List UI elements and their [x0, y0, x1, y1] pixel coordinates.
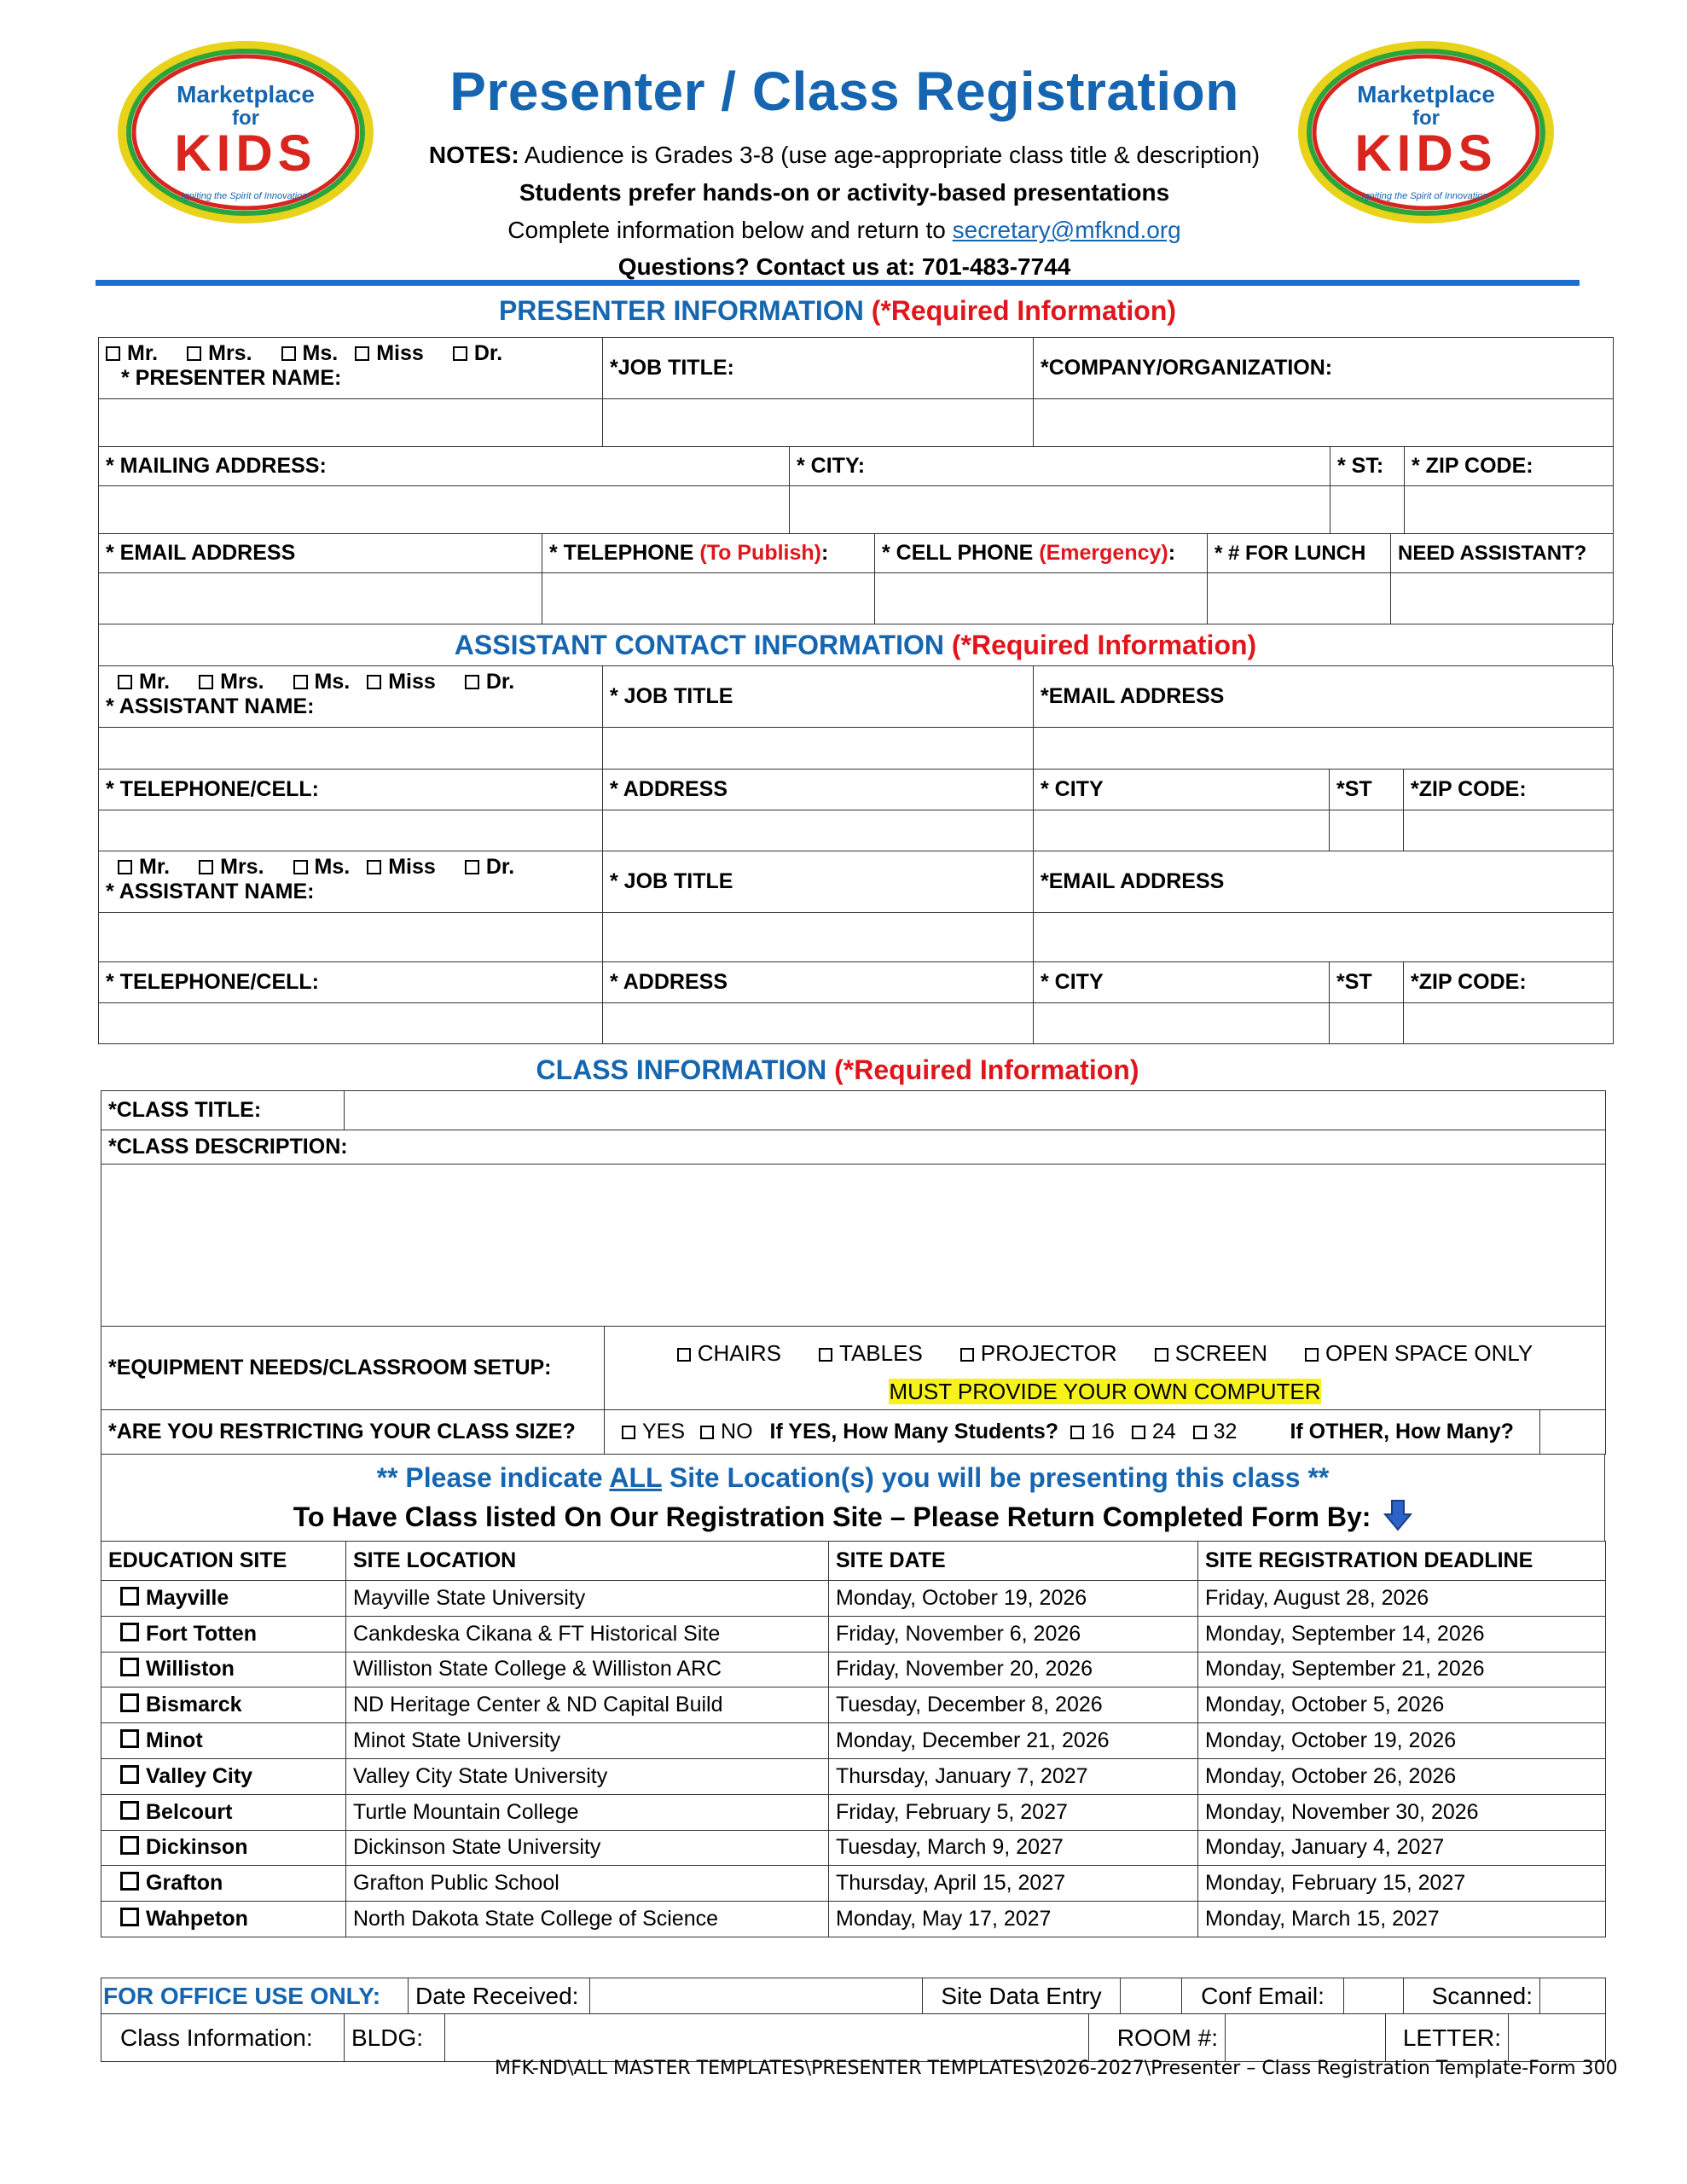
notes-label: NOTES:: [428, 142, 519, 168]
return-note-text: Complete information below and return to: [507, 217, 953, 243]
table-row: [101, 1652, 1606, 1687]
site-location: Turtle Mountain College: [346, 1794, 829, 1830]
secretary-email-link[interactable]: secretary@mfknd.org: [952, 217, 1181, 243]
telephone-field[interactable]: [542, 573, 875, 624]
indicate-all-text: ALL: [609, 1462, 662, 1493]
table-row: [101, 1866, 1606, 1902]
telephone-note: (To Publish): [699, 541, 821, 565]
page-title: Presenter / Class Registration: [449, 61, 1239, 122]
checkbox-icon[interactable]: [355, 346, 369, 361]
salutation-dr[interactable]: Dr.: [465, 855, 514, 879]
assistant-2-zip-label: *ZIP CODE:: [1404, 962, 1614, 1003]
room-label: ROOM #:: [1089, 2014, 1226, 2062]
svg-text:Marketplace: Marketplace: [1357, 81, 1495, 107]
checkbox-icon[interactable]: [700, 1426, 714, 1439]
checkbox-icon[interactable]: [622, 1426, 635, 1439]
assistant-2-job-title-label: * JOB TITLE: [603, 851, 1034, 913]
site-grafton[interactable]: Grafton: [101, 1866, 346, 1902]
assistant-2-zip-field[interactable]: [1404, 1003, 1614, 1044]
checkbox-icon[interactable]: [120, 1693, 139, 1712]
checkbox-icon[interactable]: [106, 346, 120, 361]
svg-text:for: for: [1412, 107, 1440, 130]
class-section-title: [96, 1054, 1580, 1086]
salutation-miss[interactable]: Miss: [355, 341, 424, 365]
assistant-1-email-field[interactable]: [1034, 728, 1614, 770]
salutation-ms[interactable]: Ms.: [293, 670, 351, 694]
state-field[interactable]: [1330, 486, 1405, 534]
svg-text:Marketplace: Marketplace: [177, 81, 315, 107]
site-date: Monday, May 17, 2027: [829, 1902, 1198, 1937]
class-info-label: Class Information:: [101, 2014, 345, 2062]
salutation-mrs[interactable]: Mrs.: [199, 855, 264, 879]
presenter-required-note: (*Required Information): [871, 295, 1177, 326]
site-location: Minot State University: [346, 1723, 829, 1759]
arrow-down-icon: [1383, 1499, 1412, 1531]
assistant-1-telephone-label: * TELEPHONE/CELL:: [99, 770, 603, 810]
scanned-field[interactable]: [1540, 1978, 1606, 2014]
office-use-label: FOR OFFICE USE ONLY:: [101, 1978, 409, 2014]
class-size-table: [101, 1409, 1606, 1455]
assistant-1-address-field[interactable]: [603, 810, 1034, 851]
contact-table: [98, 533, 1614, 624]
cell-phone-field[interactable]: [875, 573, 1208, 624]
site-location: Dickinson State University: [346, 1830, 829, 1866]
checkbox-icon[interactable]: [120, 1801, 139, 1820]
assistant-1-email-label: *EMAIL ADDRESS: [1034, 666, 1614, 728]
site-location: Valley City State University: [346, 1758, 829, 1794]
site-williston[interactable]: Williston: [101, 1652, 346, 1687]
table-row: [101, 1616, 1606, 1652]
salutation-ms[interactable]: Ms.: [281, 341, 339, 365]
sites-header-row: [101, 1542, 1606, 1581]
salutation-dr[interactable]: Dr.: [465, 670, 514, 694]
equipment-table: [101, 1326, 1606, 1410]
hands-on-note: Students prefer hands-on or activity-based presentations: [519, 179, 1170, 206]
cell-phone-label: * CELL PHONE (Emergency):: [875, 534, 1208, 573]
salutation-ms[interactable]: Ms.: [293, 855, 351, 879]
salutation-mr[interactable]: Mr.: [118, 855, 170, 879]
site-date: Tuesday, December 8, 2026: [829, 1687, 1198, 1723]
restrict-yes[interactable]: YES: [622, 1420, 685, 1443]
assistant-2-state-field[interactable]: [1330, 1003, 1404, 1044]
contact-line: Questions? Contact us at: 701-483-7744: [617, 253, 1071, 280]
assistant-1-state-label: *ST: [1330, 770, 1404, 810]
checkbox-icon[interactable]: [960, 1348, 974, 1362]
assistant-1-city-field[interactable]: [1034, 810, 1330, 851]
table-row: [101, 1758, 1606, 1794]
indicate-sites-note: ** Please indicate ALL Site Location(s) you will be presenting this class **: [376, 1462, 1330, 1493]
site-deadline: Monday, November 30, 2026: [1198, 1794, 1606, 1830]
assistant-section-title: [99, 624, 1613, 666]
template-path: MFK-ND\ALL MASTER TEMPLATES\PRESENTER TEMPLATES\2026-2027\Presenter – Class Registration Template-Form 300: [495, 2058, 1618, 2079]
site-deadline: Monday, February 15, 2027: [1198, 1866, 1606, 1902]
svg-text:Igniting the Spirit of Innovat: Igniting the Spirit of Innovation!: [1361, 191, 1491, 201]
site-wahpeton[interactable]: Wahpeton: [101, 1902, 346, 1937]
checkbox-icon[interactable]: [120, 1658, 139, 1676]
assistant-2-city-label: * CITY: [1034, 962, 1330, 1003]
checkbox-icon[interactable]: [120, 1623, 139, 1641]
checkbox-icon[interactable]: [118, 860, 132, 874]
site-date: Thursday, January 7, 2027: [829, 1758, 1198, 1794]
class-title-field[interactable]: [345, 1091, 1606, 1130]
checkbox-icon[interactable]: [1193, 1426, 1207, 1439]
cell-phone-note: (Emergency): [1039, 541, 1168, 565]
size-32[interactable]: 32: [1193, 1420, 1238, 1443]
table-row: [101, 1902, 1606, 1937]
equipment-options: [612, 1340, 1598, 1367]
site-location: Mayville State University: [346, 1581, 829, 1617]
site-minot[interactable]: Minot: [101, 1723, 346, 1759]
salutation-mrs[interactable]: Mrs.: [199, 670, 264, 694]
checkbox-icon[interactable]: [120, 1587, 139, 1606]
site-deadline: Monday, October 26, 2026: [1198, 1758, 1606, 1794]
checkbox-icon[interactable]: [187, 346, 201, 361]
bldg-field[interactable]: [445, 2014, 1089, 2062]
return-note: [401, 217, 1288, 244]
site-date: Friday, November 20, 2026: [829, 1652, 1198, 1687]
assistant-2-state-label: *ST: [1330, 962, 1404, 1003]
salutation-mr[interactable]: Mr.: [106, 341, 158, 365]
assistant-title-row: [98, 624, 1613, 666]
restrict-size-label: *ARE YOU RESTRICTING YOUR CLASS SIZE?: [101, 1410, 605, 1455]
equip-chairs[interactable]: CHAIRS: [677, 1340, 781, 1366]
company-field[interactable]: [1034, 399, 1614, 447]
table-row: [101, 1687, 1606, 1723]
bldg-label: BLDG:: [345, 2014, 445, 2062]
salutation-miss[interactable]: Miss: [367, 670, 436, 694]
computer-note: MUST PROVIDE YOUR OWN COMPUTER: [889, 1379, 1321, 1404]
lunch-count-field[interactable]: [1208, 573, 1391, 624]
site-date: Friday, February 5, 2027: [829, 1794, 1198, 1830]
assistant-1-table: [98, 665, 1614, 1044]
svg-text:KIDS: KIDS: [174, 125, 317, 182]
checkbox-icon[interactable]: [199, 675, 213, 689]
assistant-2-telephone-field[interactable]: [99, 1003, 603, 1044]
checkbox-icon[interactable]: [120, 1836, 139, 1855]
lunch-count-label: * # FOR LUNCH: [1208, 534, 1391, 573]
site-date: Monday, October 19, 2026: [829, 1581, 1198, 1617]
city-label: * CITY:: [790, 447, 1330, 486]
equip-tables[interactable]: TABLES: [819, 1340, 923, 1366]
site-data-entry-field[interactable]: [1121, 1978, 1182, 2014]
assistant-2-telephone-label: * TELEPHONE/CELL:: [99, 962, 603, 1003]
presenter-salutation-options: [106, 341, 595, 366]
equip-projector[interactable]: PROJECTOR: [960, 1340, 1117, 1366]
site-deadline: Monday, September 14, 2026: [1198, 1616, 1606, 1652]
salutation-miss[interactable]: Miss: [367, 855, 436, 879]
class-info-table: [101, 1090, 1606, 1327]
assistant-2-name-label: * ASSISTANT NAME:: [106, 880, 315, 903]
need-assistant-label: NEED ASSISTANT?: [1391, 534, 1614, 573]
city-field[interactable]: [790, 486, 1330, 534]
date-received-field[interactable]: [590, 1978, 923, 2014]
assistant-1-state-field[interactable]: [1330, 810, 1404, 851]
svg-text:Igniting the Spirit of Innovat: Igniting the Spirit of Innovation!: [181, 191, 310, 201]
assistant-2-salutation-options: [106, 855, 595, 880]
assistant-2-name-cell[interactable]: [99, 851, 603, 913]
checkbox-icon[interactable]: [677, 1348, 691, 1362]
site-deadline: Friday, August 28, 2026: [1198, 1581, 1606, 1617]
table-row: [101, 1723, 1606, 1759]
table-row: [101, 1830, 1606, 1866]
mailing-table: [98, 446, 1614, 534]
logo-right: [1298, 41, 1554, 224]
size-16[interactable]: 16: [1070, 1420, 1115, 1443]
assistant-1-zip-field[interactable]: [1404, 810, 1614, 851]
need-assistant-field[interactable]: [1391, 573, 1614, 624]
mailing-address-field[interactable]: [99, 486, 790, 534]
logo-left: [118, 41, 374, 224]
header-site-date: SITE DATE: [829, 1542, 1198, 1581]
email-field[interactable]: [99, 573, 542, 624]
site-mayville[interactable]: Mayville: [101, 1581, 346, 1617]
checkbox-icon[interactable]: [199, 860, 213, 874]
class-description-label: *CLASS DESCRIPTION:: [101, 1130, 1606, 1165]
equip-open-space[interactable]: OPEN SPACE ONLY: [1305, 1340, 1533, 1366]
checkbox-icon[interactable]: [453, 346, 467, 361]
equipment-options-cell: [605, 1327, 1606, 1410]
office-use-table-2: [101, 2013, 1606, 2062]
letter-field[interactable]: [1509, 2014, 1606, 2062]
svg-text:KIDS: KIDS: [1354, 125, 1498, 182]
restrict-size-options: [605, 1410, 1540, 1455]
header-divider: [96, 280, 1580, 286]
assistant-2-address-field[interactable]: [603, 1003, 1034, 1044]
assistant-2-address-label: * ADDRESS: [603, 962, 1034, 1003]
checkbox-icon[interactable]: [293, 860, 308, 874]
presenter-table: [98, 337, 1614, 447]
site-deadline: Monday, October 19, 2026: [1198, 1723, 1606, 1759]
assistant-1-name-cell[interactable]: [99, 666, 603, 728]
assistant-1-zip-label: *ZIP CODE:: [1404, 770, 1614, 810]
presenter-name-field[interactable]: [99, 399, 603, 447]
site-deadline: Monday, January 4, 2027: [1198, 1830, 1606, 1866]
site-intro-table: [101, 1454, 1605, 1542]
other-size-label: If OTHER, How Many?: [1290, 1420, 1514, 1443]
scanned-label: Scanned:: [1404, 1978, 1540, 2014]
salutation-mrs[interactable]: Mrs.: [187, 341, 252, 365]
header-site-location: SITE LOCATION: [346, 1542, 829, 1581]
size-24[interactable]: 24: [1132, 1420, 1176, 1443]
class-required-note: (*Required Information): [834, 1054, 1139, 1085]
site-data-entry-label: Site Data Entry: [923, 1978, 1121, 2014]
equipment-label: *EQUIPMENT NEEDS/CLASSROOM SETUP:: [101, 1327, 605, 1410]
site-intro-cell: [101, 1455, 1605, 1542]
table-row: [101, 1794, 1606, 1830]
checkbox-icon[interactable]: [367, 860, 381, 874]
assistant-1-salutation-options: [106, 670, 595, 694]
checkbox-icon[interactable]: [1305, 1348, 1319, 1362]
site-belcourt[interactable]: Belcourt: [101, 1794, 346, 1830]
job-title-field[interactable]: [603, 399, 1034, 447]
assistant-2-city-field[interactable]: [1034, 1003, 1330, 1044]
presenter-name-cell[interactable]: [99, 338, 603, 399]
salutation-mr[interactable]: Mr.: [118, 670, 170, 694]
assistant-2-email-field[interactable]: [1034, 913, 1614, 962]
assistant-1-name-field[interactable]: [99, 728, 603, 770]
assistant-1-address-label: * ADDRESS: [603, 770, 1034, 810]
class-section-label: CLASS INFORMATION: [536, 1054, 827, 1085]
site-date: Monday, December 21, 2026: [829, 1723, 1198, 1759]
checkbox-icon[interactable]: [1132, 1426, 1145, 1439]
assistant-1-job-title-field[interactable]: [603, 728, 1034, 770]
checkbox-icon[interactable]: [120, 1765, 139, 1784]
site-location: ND Heritage Center & ND Capital Build: [346, 1687, 829, 1723]
assistant-1-name-label: * ASSISTANT NAME:: [106, 694, 315, 718]
assistant-2-job-title-field[interactable]: [603, 913, 1034, 962]
assistant-1-city-label: * CITY: [1034, 770, 1330, 810]
site-date: Friday, November 6, 2026: [829, 1616, 1198, 1652]
zip-field[interactable]: [1405, 486, 1614, 534]
presenter-section-label: PRESENTER INFORMATION: [498, 295, 864, 326]
checkbox-icon[interactable]: [118, 675, 132, 689]
site-deadline: Monday, October 5, 2026: [1198, 1687, 1606, 1723]
job-title-label: *JOB TITLE:: [603, 338, 1034, 399]
restrict-no[interactable]: NO: [700, 1420, 753, 1443]
assistant-2-name-field[interactable]: [99, 913, 603, 962]
email-label: * EMAIL ADDRESS: [99, 534, 542, 573]
site-location: Grafton Public School: [346, 1866, 829, 1902]
site-location: Williston State College & Williston ARC: [346, 1652, 829, 1687]
notes-text: Audience is Grades 3-8 (use age-appropriate class title & description): [519, 142, 1261, 168]
site-deadline: Monday, September 21, 2026: [1198, 1652, 1606, 1687]
checkbox-icon[interactable]: [281, 346, 296, 361]
how-many-label: If YES, How Many Students?: [769, 1420, 1058, 1443]
header-education-site: EDUCATION SITE: [101, 1542, 346, 1581]
class-description-field[interactable]: [101, 1165, 1606, 1327]
letter-label: LETTER:: [1386, 2014, 1509, 2062]
site-location: North Dakota State College of Science: [346, 1902, 829, 1937]
conf-email-label: Conf Email:: [1182, 1978, 1344, 2014]
class-title-label: *CLASS TITLE:: [101, 1091, 345, 1130]
site-deadline: Monday, March 15, 2027: [1198, 1902, 1606, 1937]
header-site-deadline: SITE REGISTRATION DEADLINE: [1198, 1542, 1606, 1581]
assistant-1-telephone-field[interactable]: [99, 810, 603, 851]
equip-screen[interactable]: SCREEN: [1155, 1340, 1267, 1366]
telephone-label: * TELEPHONE (To Publish):: [542, 534, 875, 573]
return-by-note: To Have Class listed On Our Registration Site – Please Return Completed Form By:: [105, 1499, 1601, 1533]
checkbox-icon[interactable]: [120, 1872, 139, 1891]
table-row: [101, 1581, 1606, 1617]
office-use-table: [101, 1978, 1606, 2014]
zip-label: * ZIP CODE:: [1405, 447, 1614, 486]
salutation-dr[interactable]: Dr.: [453, 341, 502, 365]
sites-table: [101, 1541, 1606, 1937]
svg-text:for: for: [232, 107, 259, 130]
conf-email-field[interactable]: [1344, 1978, 1404, 2014]
assistant-2-email-label: *EMAIL ADDRESS: [1034, 851, 1614, 913]
date-received-label: Date Received:: [409, 1978, 590, 2014]
presenter-section-title: [96, 295, 1580, 327]
checkbox-icon[interactable]: [293, 675, 308, 689]
assistant-1-job-title-label: * JOB TITLE: [603, 666, 1034, 728]
assistant-section-label: ASSISTANT CONTACT INFORMATION: [454, 629, 944, 660]
state-label: * ST:: [1330, 447, 1405, 486]
checkbox-icon[interactable]: [1155, 1348, 1168, 1362]
site-fort-totten[interactable]: Fort Totten: [101, 1616, 346, 1652]
site-date: Tuesday, March 9, 2027: [829, 1830, 1198, 1866]
site-dickinson[interactable]: Dickinson: [101, 1830, 346, 1866]
checkbox-icon[interactable]: [465, 675, 479, 689]
room-field[interactable]: [1226, 2014, 1386, 2062]
checkbox-icon[interactable]: [367, 675, 381, 689]
checkbox-icon[interactable]: [120, 1908, 139, 1926]
assistant-required-note: (*Required Information): [951, 629, 1257, 660]
company-label: *COMPANY/ORGANIZATION:: [1034, 338, 1614, 399]
mailing-address-label: * MAILING ADDRESS:: [99, 447, 790, 486]
site-valley-city[interactable]: Valley City: [101, 1758, 346, 1794]
checkbox-icon[interactable]: [819, 1348, 832, 1362]
site-date: Thursday, April 15, 2027: [829, 1866, 1198, 1902]
site-bismarck[interactable]: Bismarck: [101, 1687, 346, 1723]
presenter-name-label: * PRESENTER NAME:: [121, 366, 342, 390]
other-size-field[interactable]: [1540, 1410, 1606, 1455]
notes-line: [401, 142, 1288, 169]
checkbox-icon[interactable]: [1070, 1426, 1084, 1439]
checkbox-icon[interactable]: [120, 1729, 139, 1748]
site-location: Cankdeska Cikana & FT Historical Site: [346, 1616, 829, 1652]
checkbox-icon[interactable]: [465, 860, 479, 874]
